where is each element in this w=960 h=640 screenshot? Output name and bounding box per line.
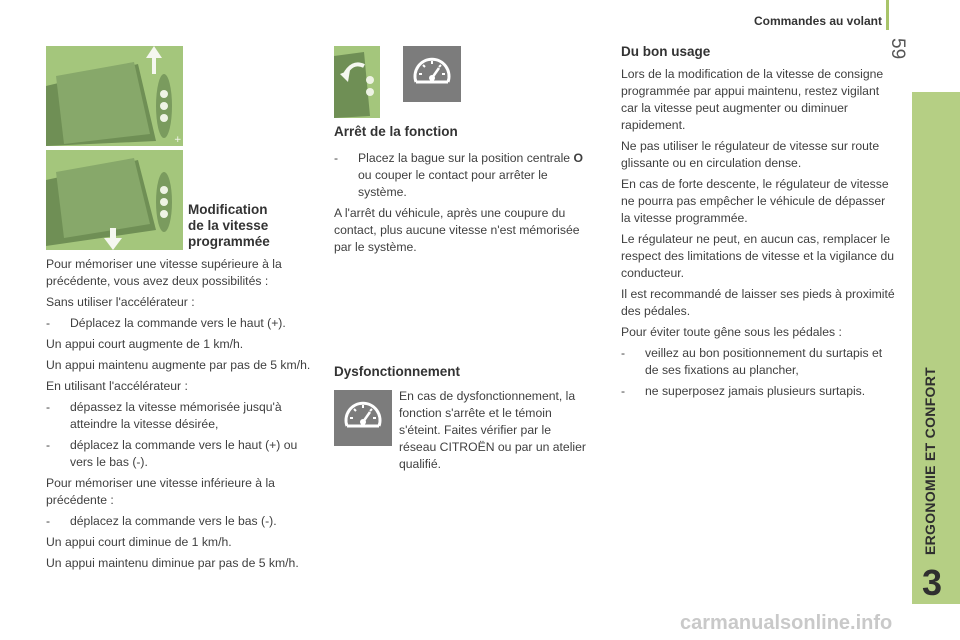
stalk-up-photo <box>46 46 183 146</box>
paragraph: Pour mémoriser une vitesse inférieure à la précédente : <box>46 476 275 507</box>
paragraph: Un appui court diminue de 1 km/h. <box>46 535 232 549</box>
left-column-text <box>46 256 311 576</box>
paragraph: En cas de forte descente, le régulateur de vitesse ne pourra pas empêcher le véhicule de dépasser la vitesse programmée. <box>621 177 889 225</box>
header-title: Commandes au volant <box>753 14 882 28</box>
list-item: - Placez la bague sur la position centrale O ou couper le contact pour arrêter le système. <box>334 151 583 199</box>
paragraph: En utilisant l'accélérateur : <box>46 379 188 393</box>
list-item: - dépassez la vitesse mémorisée jusqu'à atteindre la vitesse désirée, <box>46 399 311 437</box>
svg-text:+: + <box>174 135 182 145</box>
list-item-text: dépassez la vitesse mémorisée jusqu'à atteindre la vitesse désirée, <box>70 400 282 431</box>
chapter-label: ERGONOMIE ET CONFORT <box>922 367 938 555</box>
paragraph: Un appui court augmente de 1 km/h. <box>46 337 244 351</box>
speedometer-fault-icon <box>334 390 392 446</box>
heading-line: programmée <box>188 234 270 249</box>
section-heading-good-use: Du bon usage <box>621 44 711 59</box>
heading-line: Modification <box>188 202 268 217</box>
list-item-text: déplacez la commande vers le haut (+) ou vers le bas (-). <box>70 438 298 469</box>
paragraph: Pour mémoriser une vitesse supérieure à la précédente, vous avez deux possibilités : <box>46 257 282 288</box>
paragraph: A l'arrêt du véhicule, après une coupure du contact, plus aucune vitesse n'est mémorisée par le système. <box>334 206 580 254</box>
stalk-down-photo <box>46 150 183 250</box>
stalk-ring-photo <box>334 46 380 118</box>
heading-line: de la vitesse <box>188 218 269 233</box>
right-column-text <box>621 66 897 404</box>
list-item: - ne superposez jamais plusieurs surtapis. <box>621 383 897 404</box>
list-item: - déplacez la commande vers le bas (-). <box>46 513 311 534</box>
paragraph: En cas de dysfonctionnement, la fonction s'arrête et le témoin s'éteint. Faites vérifier par le réseau CITROËN ou par un atelier qualifié. <box>399 389 586 471</box>
list-item-text: ne superposez jamais plusieurs surtapis. <box>645 384 866 398</box>
section-heading-stop: Arrêt de la fonction <box>334 124 458 139</box>
paragraph: Lors de la modification de la vitesse de consigne programmée par appui maintenu, restez vigilant car la vitesse peut augmenter ou diminuer rapidement. <box>621 67 884 132</box>
paragraph: Il est recommandé de laisser ses pieds à proximité des pédales. <box>621 287 895 318</box>
list-item-text: Déplacez la commande vers le haut (+). <box>70 316 286 330</box>
list-item-text: Placez la bague sur la position centrale O ou couper le contact pour arrêter le système. <box>358 151 583 199</box>
list-item: - veillez au bon positionnement du surtapis et de ses fixations au plancher, <box>621 345 897 383</box>
page-number: 59 <box>887 38 908 60</box>
header-rule <box>886 0 889 30</box>
section-heading-malfunction: Dysfonctionnement <box>334 364 461 379</box>
list-item: - Déplacez la commande vers le haut (+). <box>46 315 311 336</box>
list-item: - déplacez la commande vers le haut (+) ou vers le bas (-). <box>46 437 311 475</box>
paragraph: Ne pas utiliser le régulateur de vitesse sur route glissante ou en circulation dense. <box>621 139 880 170</box>
section-heading-modification <box>188 202 308 250</box>
malfunction-text <box>399 388 591 477</box>
middle-column-text <box>334 150 584 260</box>
list-item-text: veillez au bon positionnement du surtapis et de ses fixations au plancher, <box>645 346 883 377</box>
paragraph: Pour éviter toute gêne sous les pédales : <box>621 325 842 339</box>
paragraph: Le régulateur ne peut, en aucun cas, remplacer le respect des limitations de vitesse et la vigilance du conducteur. <box>621 232 895 280</box>
paragraph: Sans utiliser l'accélérateur : <box>46 295 195 309</box>
paragraph: Un appui maintenu augmente par pas de 5 km/h. <box>46 358 311 372</box>
list-item-text: déplacez la commande vers le bas (-). <box>70 514 277 528</box>
chapter-number: 3 <box>922 562 943 603</box>
watermark: carmanualsonline.info <box>680 612 893 634</box>
paragraph: Un appui maintenu diminue par pas de 5 km/h. <box>46 556 299 570</box>
speedometer-icon <box>403 46 461 102</box>
